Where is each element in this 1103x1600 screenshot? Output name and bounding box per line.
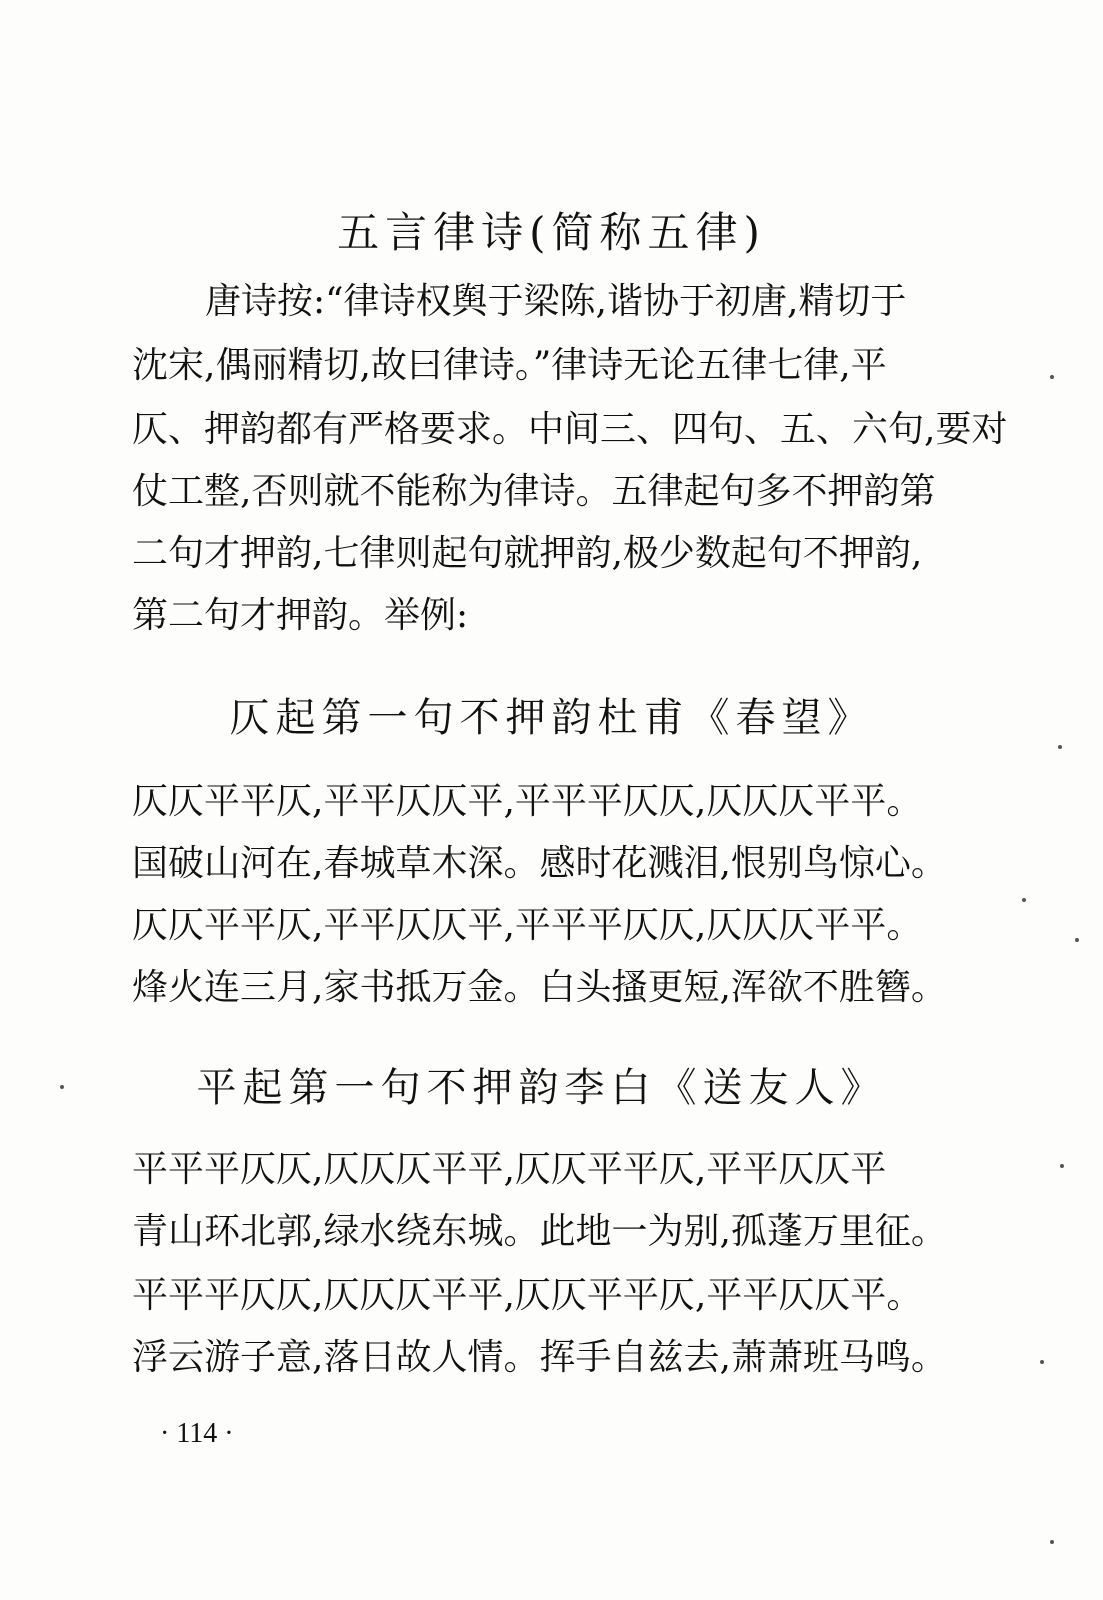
intro-line: 仄、押韵都有严格要求。中间三、四句、五、六句,要对 [132,409,1008,450]
tone-pattern-line: 仄仄平平仄,平平仄仄平,平平平仄仄,仄仄仄平平。 [132,781,923,822]
page-title: 五言律诗(简称五律) [337,208,766,257]
intro-line: 第二句才押韵。举例: [132,595,469,636]
intro-line: 沈宋,偶丽精切,故曰律诗。”律诗无论五律七律,平 [132,345,887,386]
intro-line: 仗工整,否则就不能称为律诗。五律起句多不押韵第 [132,471,936,512]
scan-speck [1050,1540,1054,1544]
scan-speck [1060,1164,1064,1168]
page-number: · 114 · [160,1418,234,1449]
tone-pattern-line: 仄仄平平仄,平平仄仄平,平平平仄仄,仄仄仄平平。 [132,905,923,946]
scan-speck [1040,1360,1044,1364]
scan-speck [1050,375,1054,379]
scan-speck [1075,938,1079,942]
intro-line: 唐诗按:“律诗权舆于梁陈,谐协于初唐,精切于 [205,281,907,322]
poem-line: 浮云游子意,落日故人情。挥手自兹去,萧萧班马鸣。 [132,1337,947,1378]
tone-pattern-line: 平平平仄仄,仄仄仄平平,仄仄平平仄,平平仄仄平 [132,1149,887,1190]
poem-line: 烽火连三月,家书抵万金。白头搔更短,浑欲不胜簪。 [132,967,947,1008]
tone-pattern-line: 平平平仄仄,仄仄仄平平,仄仄平平仄,平平仄仄平。 [132,1275,923,1316]
poem-line: 国破山河在,春城草木深。感时花溅泪,恨别鸟惊心。 [132,843,947,884]
scan-speck [1022,898,1026,902]
example-heading-chunwang: 仄起第一句不押韵杜甫《春望》 [229,695,874,741]
scan-speck [60,1085,64,1089]
scan-speck [1058,745,1062,749]
intro-line: 二句才押韵,七律则起句就押韵,极少数起句不押韵, [132,533,923,574]
example-heading-songyouren: 平起第一句不押韵李白《送友人》 [196,1065,887,1111]
poem-line: 青山环北郭,绿水绕东城。此地一为别,孤蓬万里征。 [132,1211,947,1252]
